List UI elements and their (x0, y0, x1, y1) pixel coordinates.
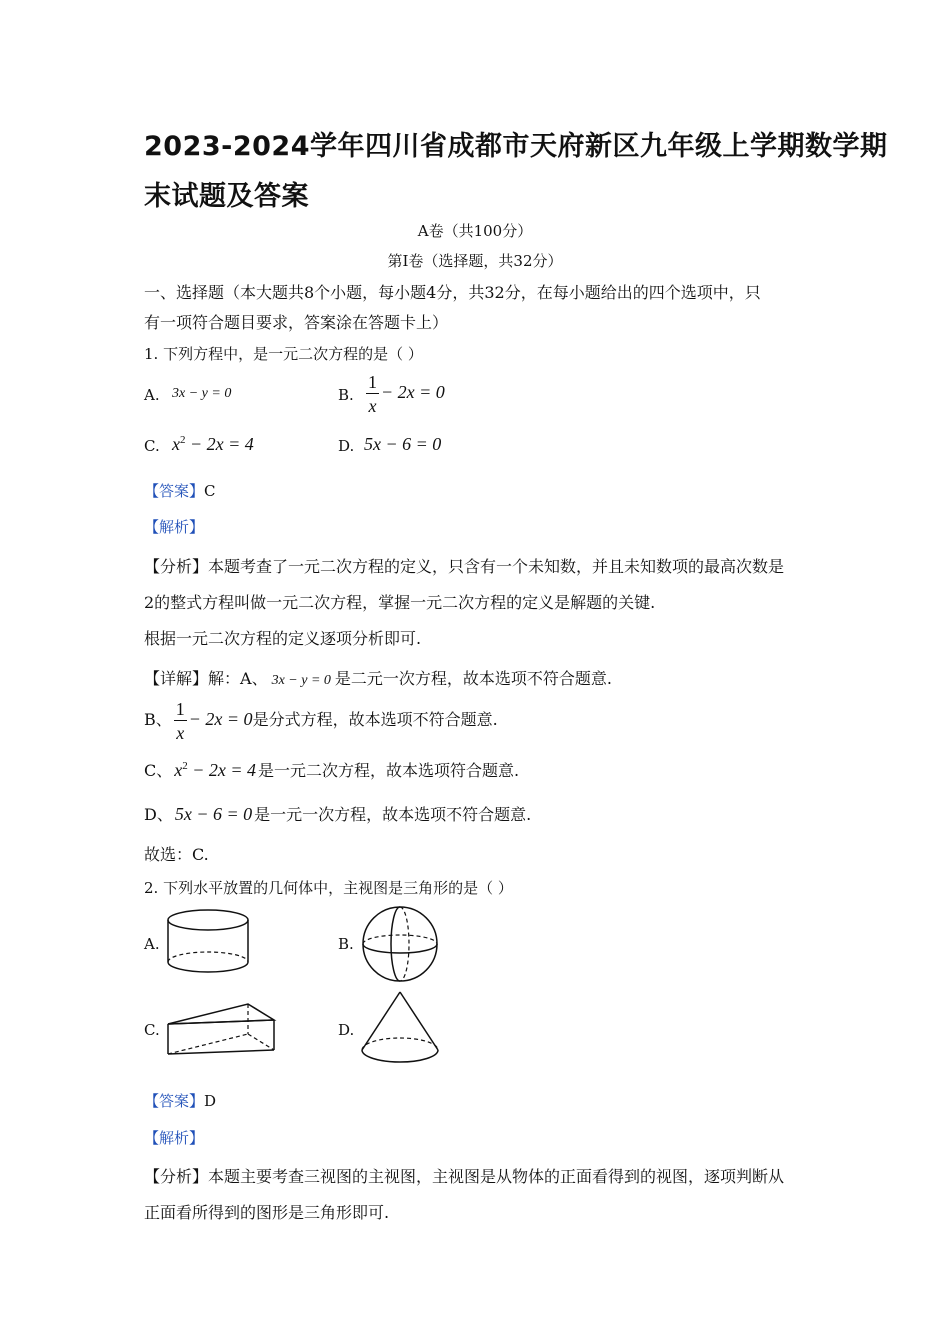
fenxi-text: 本题主要考查三视图的主视图，主视图是从物体的正面看得到的视图，逐项判断从 (208, 1167, 785, 1186)
q1-stem: 1. 下列方程中，是一元二次方程的是（ ） (144, 345, 423, 363)
detail-d-prefix: D、 (144, 805, 173, 824)
cone-figure (358, 990, 446, 1070)
q2-analysis-tag: 【解析】 (144, 1129, 205, 1147)
q2-fenxi-line1 (144, 1164, 784, 1187)
expr-base: x (174, 760, 183, 780)
q1-answer (144, 480, 216, 501)
detail-a-text: 是二元一次方程，故本选项不符合题意. (334, 669, 612, 688)
answer-tag: 【答案】 (144, 1092, 205, 1110)
sphere-figure (360, 904, 444, 984)
expr-rest: − 2x = 4 (187, 760, 257, 780)
q1-option-b-expr (364, 373, 445, 415)
q2-answer (144, 1090, 216, 1111)
q2-option-a-label: A. (144, 935, 160, 953)
detail-c-prefix: C、 (144, 761, 173, 780)
q1-detail-d (144, 802, 531, 825)
answer-value: D (204, 1092, 217, 1110)
answer-tag: 【答案】 (144, 482, 205, 500)
expr-exponent: 2 (182, 760, 188, 772)
fraction-numerator: 1 (175, 699, 185, 719)
q1-fenxi-line1 (144, 554, 784, 577)
detail-c-text: 是一元二次方程，故本选项符合题意. (258, 761, 520, 780)
cylinder-figure (160, 906, 256, 978)
expr-rest: − 2x = 0 (381, 382, 445, 403)
fenxi-text: 本题考查了一元二次方程的定义，只含有一个未知数，并且未知数项的最高次数是 (208, 557, 785, 576)
fenxi-tag: 【分析】 (144, 1167, 209, 1186)
detail-d-text: 是一元一次方程，故本选项不符合题意. (254, 805, 532, 824)
expr-exponent: 2 (180, 434, 186, 446)
q1-fenxi-line3: 根据一元二次方程的定义逐项分析即可. (144, 629, 422, 648)
detail-b-prefix: B、 (144, 710, 172, 730)
detail-b-text: 是分式方程，故本选项不符合题意. (252, 710, 498, 730)
doc-title-line2: 末试题及答案 (144, 181, 309, 212)
q1-detail-c (144, 758, 519, 781)
q1-option-d-expr: 5x − 6 = 0 (364, 434, 442, 454)
expr-base: x (172, 434, 180, 454)
detail-tag: 【详解】 (144, 669, 209, 688)
detail-d-expr: 5x − 6 = 0 (174, 804, 253, 824)
fenxi-tag: 【分析】 (144, 557, 209, 576)
doc-title-line1: 2023-2024学年四川省成都市天府新区九年级上学期数学期 (144, 131, 888, 162)
section1-instructions-line2: 有一项符合题目要求，答案涂在答题卡上） (144, 313, 449, 332)
q2-option-c-label: C. (144, 1021, 160, 1039)
part1-heading: 第Ⅰ卷（选择题，共32分） (387, 252, 563, 270)
answer-value: C (204, 482, 216, 500)
q2-stem: 2. 下列水平放置的几何体中，主视图是三角形的是（ ） (144, 879, 513, 897)
expr-rest: − 2x = 0 (188, 709, 253, 730)
q1-analysis-tag: 【解析】 (144, 518, 205, 536)
fraction-numerator: 1 (368, 372, 377, 392)
q2-option-d-label: D. (338, 1021, 355, 1039)
q1-detail-a (144, 666, 612, 689)
q1-option-d-label: D. (338, 437, 355, 455)
q2-option-b-label: B. (338, 935, 354, 953)
detail-a-expr: 3x − y = 0 (271, 673, 331, 688)
q1-fenxi-line2: 2的整式方程叫做一元二次方程，掌握一元二次方程的定义是解题的关键. (144, 593, 656, 612)
section1-instructions-line1: 一、选择题（本大题共8个小题，每小题4分，共32分，在每小题给出的四个选项中，只 (144, 283, 761, 302)
volume-a-heading: A卷（共100分） (417, 222, 533, 240)
detail-a-prefix: 解：A、 (208, 669, 268, 688)
q1-option-b-label: B. (338, 386, 354, 404)
q1-option-a-label: A. (144, 386, 160, 404)
q1-option-a-expr: 3x − y = 0 (172, 386, 232, 401)
fraction-denominator: x (368, 396, 377, 416)
q1-option-c-label: C. (144, 437, 160, 455)
fraction-denominator: x (176, 723, 185, 743)
q1-detail-b (144, 700, 498, 742)
expr-rest: − 2x = 4 (185, 434, 254, 454)
q2-fenxi-line2: 正面看所得到的图形是三角形即可. (144, 1203, 390, 1222)
q1-option-c-expr (172, 434, 254, 455)
q1-conclusion: 故选：C. (144, 845, 209, 864)
triangular-prism-figure (160, 998, 280, 1060)
